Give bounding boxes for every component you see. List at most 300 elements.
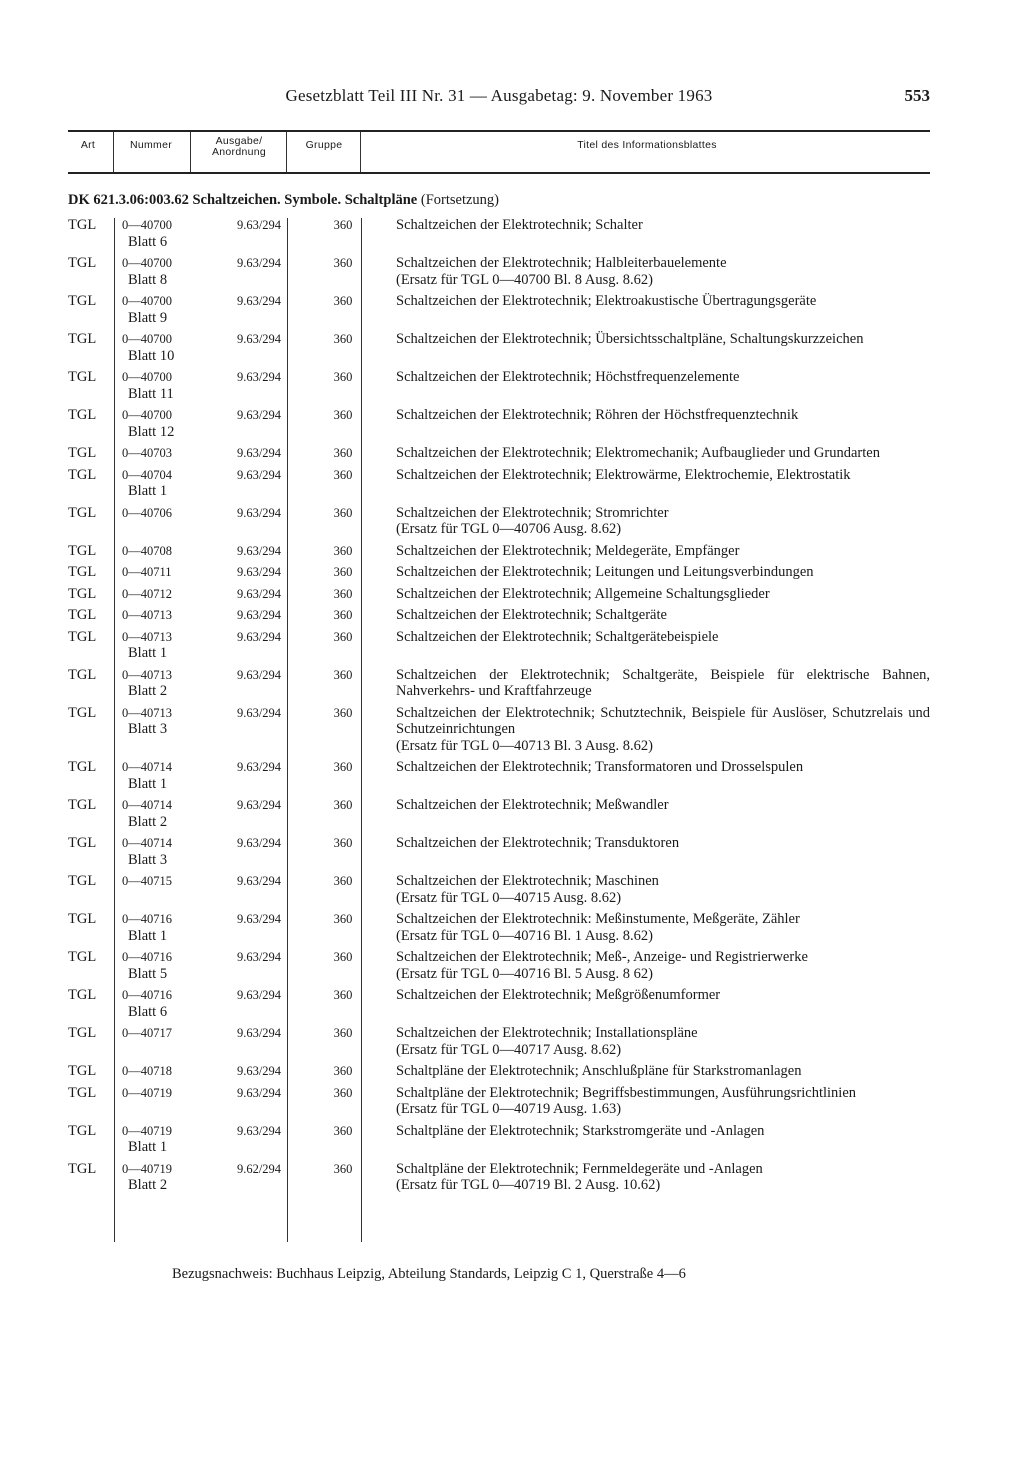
ausgabe-text: 9.63/294: [236, 1026, 282, 1040]
cell-art: [68, 465, 116, 503]
cell-gruppe: [306, 1159, 380, 1197]
nummer-text: 0—40713: [122, 608, 172, 622]
cell-art: [68, 503, 116, 541]
cell-ausgabe: [212, 329, 306, 367]
art-text: TGL: [68, 564, 97, 580]
cell-art: [68, 627, 116, 665]
cell-ausgabe: [212, 1061, 306, 1083]
column-header-ausgabe-line2: Anordnung: [211, 146, 267, 158]
blatt-text: Blatt 12: [128, 423, 175, 440]
cell-ausgabe: [212, 1023, 306, 1061]
cell-gruppe: [306, 215, 380, 253]
cell-nummer: [116, 605, 212, 627]
gruppe-text: 360: [333, 874, 353, 888]
blatt-text: Blatt 2: [128, 683, 168, 699]
titel-text: Schaltzeichen der Elektrotechnik; Transformatoren und Drosselspulen: [396, 759, 804, 775]
section-suffix: (Fortsetzung): [420, 192, 499, 208]
nummer-text: 0—40713: [122, 629, 172, 644]
cell-art: [68, 562, 116, 584]
titel-text: Schaltzeichen der Elektrotechnik; Elektroakustische Übertragungsgeräte: [396, 293, 817, 309]
section-heading: [68, 192, 499, 209]
table-row: [68, 253, 930, 291]
cell-art: [68, 1159, 116, 1197]
nummer-text: 0—40700: [122, 332, 172, 346]
titel-text: Schaltzeichen der Elektrotechnik: Meßinstumente, Meßgeräte, Zähler: [396, 911, 800, 927]
nummer-text: 0—40700: [122, 370, 172, 384]
gruppe-text: 360: [333, 667, 353, 682]
cell-nummer: [116, 253, 212, 291]
art-text: TGL: [68, 987, 97, 1003]
cell-gruppe: [306, 584, 380, 606]
titel-text: Schaltzeichen der Elektrotechnik; Schutztechnik, Beispiele für Auslöser, Schutzrelais und Schutzeinrichtungen: [396, 704, 930, 737]
cell-nummer: [116, 1061, 212, 1083]
cell-nummer: [116, 985, 212, 1023]
cell-nummer: [116, 405, 212, 443]
cell-titel: [380, 627, 930, 665]
cell-gruppe: [306, 1121, 380, 1159]
header-separator: [113, 132, 114, 172]
cell-ausgabe: [212, 703, 306, 758]
art-text: TGL: [68, 466, 97, 483]
cell-titel: [380, 367, 930, 405]
cell-titel: [380, 1023, 930, 1061]
nummer-text: 0—40706: [122, 505, 172, 520]
gruppe-text: 360: [333, 467, 353, 482]
table-row: [68, 947, 930, 985]
column-header-gruppe: Gruppe: [305, 139, 343, 151]
cell-titel: [380, 541, 930, 563]
cell-titel: [380, 665, 930, 703]
cell-nummer: [116, 541, 212, 563]
gruppe-text: 360: [333, 256, 353, 270]
cell-art: [68, 909, 116, 947]
ersatz-note: (Ersatz für TGL 0—40716 Bl. 5 Ausg. 8 62): [396, 965, 653, 982]
titel-text: Schaltzeichen der Elektrotechnik; Schalter: [396, 217, 643, 233]
ausgabe-text: 9.63/294: [236, 446, 282, 460]
ausgabe-text: 9.63/294: [236, 408, 282, 422]
art-text: TGL: [68, 666, 97, 683]
cell-titel: [380, 503, 930, 541]
table-row: [68, 562, 930, 584]
cell-ausgabe: [212, 605, 306, 627]
table-row: [68, 329, 930, 367]
nummer-text: 0—40716: [122, 988, 172, 1002]
ausgabe-text: 9.63/294: [236, 370, 282, 384]
cell-nummer: [116, 1023, 212, 1061]
nummer-text: 0—40708: [122, 543, 172, 558]
ausgabe-text: 9.63/294: [236, 798, 282, 812]
cell-gruppe: [306, 909, 380, 947]
ausgabe-text: 9.63/294: [236, 1085, 282, 1100]
gruppe-text: 360: [333, 629, 353, 644]
cell-titel: [380, 871, 930, 909]
cell-gruppe: [306, 833, 380, 871]
ausgabe-text: 9.63/294: [236, 988, 282, 1002]
ersatz-note: (Ersatz für TGL 0—40719 Ausg. 1.63): [396, 1101, 622, 1117]
blatt-text: Blatt 2: [128, 813, 168, 830]
standards-table-body: [68, 215, 930, 1197]
cell-titel: [380, 291, 930, 329]
cell-art: [68, 253, 116, 291]
ausgabe-text: 9.63/294: [236, 1064, 282, 1078]
ausgabe-text: 9.63/294: [236, 332, 282, 346]
cell-ausgabe: [212, 1083, 306, 1121]
table-row: [68, 871, 930, 909]
blatt-text: Blatt 5: [128, 965, 168, 982]
cell-ausgabe: [212, 562, 306, 584]
nummer-text: 0—40703: [122, 446, 172, 460]
ausgabe-text: 9.63/294: [236, 705, 282, 720]
art-text: TGL: [68, 1025, 97, 1041]
cell-nummer: [116, 1083, 212, 1121]
cell-nummer: [116, 367, 212, 405]
cell-ausgabe: [212, 1121, 306, 1159]
header-separator: [360, 132, 361, 172]
nummer-text: 0—40716: [122, 912, 172, 926]
column-header-ausgabe-line1: Ausgabe/: [215, 135, 263, 147]
cell-titel: [380, 1159, 930, 1197]
header-separator: [190, 132, 191, 172]
ausgabe-text: 9.63/294: [236, 950, 282, 964]
nummer-text: 0—40719: [122, 1123, 172, 1138]
gruppe-text: 360: [333, 836, 353, 850]
cell-art: [68, 985, 116, 1023]
cell-nummer: [116, 909, 212, 947]
gruppe-text: 360: [333, 1085, 353, 1100]
gruppe-text: 360: [333, 586, 353, 601]
art-text: TGL: [68, 369, 97, 385]
cell-art: [68, 329, 116, 367]
table-row: [68, 1159, 930, 1197]
cell-gruppe: [306, 443, 380, 465]
art-text: TGL: [68, 949, 97, 965]
table-row: [68, 291, 930, 329]
titel-text: Schaltzeichen der Elektrotechnik; Meldegeräte, Empfänger: [396, 542, 740, 559]
gruppe-text: 360: [333, 760, 353, 774]
gruppe-text: 360: [333, 798, 353, 812]
titel-text: Schaltzeichen der Elektrotechnik; Höchstfrequenzelemente: [396, 369, 740, 385]
ausgabe-text: 9.63/294: [236, 874, 282, 888]
nummer-text: 0—40714: [122, 798, 172, 812]
gruppe-text: 360: [333, 332, 353, 346]
nummer-text: 0—40713: [122, 705, 172, 720]
nummer-text: 0—40712: [122, 586, 172, 601]
ausgabe-text: 9.63/294: [236, 218, 282, 232]
cell-nummer: [116, 291, 212, 329]
nummer-text: 0—40718: [122, 1064, 172, 1078]
cell-art: [68, 541, 116, 563]
table-row: [68, 1121, 930, 1159]
cell-art: [68, 833, 116, 871]
art-text: TGL: [68, 293, 97, 309]
gruppe-text: 360: [333, 408, 353, 422]
table-row: [68, 985, 930, 1023]
cell-titel: [380, 947, 930, 985]
blatt-text: Blatt 8: [128, 271, 168, 288]
cell-titel: [380, 253, 930, 291]
blatt-text: Blatt 6: [128, 1003, 168, 1020]
cell-ausgabe: [212, 584, 306, 606]
art-text: TGL: [68, 331, 97, 347]
cell-titel: [380, 329, 930, 367]
titel-text: Schaltzeichen der Elektrotechnik; Maschinen: [396, 873, 659, 889]
cell-titel: [380, 562, 930, 584]
gruppe-text: 360: [333, 1123, 353, 1138]
column-header-art: Art: [80, 139, 96, 151]
cell-titel: [380, 605, 930, 627]
table-row: [68, 1083, 930, 1121]
blatt-text: Blatt 1: [128, 775, 168, 792]
art-text: TGL: [68, 759, 97, 775]
art-text: TGL: [68, 628, 97, 645]
cell-gruppe: [306, 627, 380, 665]
cell-ausgabe: [212, 215, 306, 253]
cell-gruppe: [306, 1023, 380, 1061]
titel-text: Schaltzeichen der Elektrotechnik; Halbleiterbauelemente: [396, 255, 727, 271]
cell-art: [68, 1061, 116, 1083]
nummer-text: 0—40719: [122, 1161, 172, 1176]
art-text: TGL: [68, 873, 97, 889]
cell-nummer: [116, 562, 212, 584]
cell-ausgabe: [212, 909, 306, 947]
cell-ausgabe: [212, 871, 306, 909]
blatt-text: Blatt 1: [128, 483, 168, 499]
cell-titel: [380, 1083, 930, 1121]
ausgabe-text: 9.63/294: [236, 912, 282, 926]
ausgabe-text: 9.63/294: [236, 543, 282, 558]
titel-text: Schaltzeichen der Elektrotechnik; Meßgrößenumformer: [396, 987, 721, 1003]
cell-ausgabe: [212, 795, 306, 833]
ersatz-note: (Ersatz für TGL 0—40706 Ausg. 8.62): [396, 521, 622, 537]
ausgabe-text: 9.63/294: [236, 629, 282, 644]
titel-text: Schaltzeichen der Elektrotechnik; Transduktoren: [396, 835, 680, 851]
titel-text: Schaltzeichen der Elektrotechnik; Schaltgerätebeispiele: [396, 628, 719, 645]
cell-nummer: [116, 503, 212, 541]
section-code: DK 621.3.06:003.62: [68, 192, 189, 208]
titel-text: Schaltpläne der Elektrotechnik; Fernmeldegeräte und -Anlagen: [396, 1160, 763, 1177]
cell-art: [68, 443, 116, 465]
blatt-text: Blatt 10: [128, 347, 175, 364]
gruppe-text: 360: [333, 1064, 353, 1078]
cell-nummer: [116, 329, 212, 367]
art-text: TGL: [68, 835, 97, 851]
ausgabe-text: 9.63/294: [236, 608, 282, 622]
art-text: TGL: [68, 1084, 97, 1101]
table-row: [68, 1023, 930, 1061]
ausgabe-text: 9.63/294: [236, 1123, 282, 1138]
cell-ausgabe: [212, 465, 306, 503]
nummer-text: 0—40717: [122, 1026, 172, 1040]
page-header: [68, 86, 930, 112]
cell-gruppe: [306, 405, 380, 443]
cell-gruppe: [306, 367, 380, 405]
cell-gruppe: [306, 985, 380, 1023]
cell-ausgabe: [212, 1159, 306, 1197]
cell-art: [68, 1121, 116, 1159]
table-row: [68, 1061, 930, 1083]
cell-art: [68, 584, 116, 606]
cell-nummer: [116, 215, 212, 253]
nummer-text: 0—40719: [122, 1085, 172, 1100]
table-row: [68, 367, 930, 405]
cell-art: [68, 291, 116, 329]
cell-art: [68, 405, 116, 443]
nummer-text: 0—40700: [122, 294, 172, 308]
cell-ausgabe: [212, 757, 306, 795]
blatt-text: Blatt 1: [128, 1139, 168, 1155]
nummer-text: 0—40714: [122, 760, 172, 774]
ausgabe-text: 9.63/294: [236, 505, 282, 520]
blatt-text: Blatt 9: [128, 309, 168, 326]
cell-gruppe: [306, 503, 380, 541]
nummer-text: 0—40716: [122, 950, 172, 964]
ersatz-note: (Ersatz für TGL 0—40700 Bl. 8 Ausg. 8.62): [396, 271, 653, 288]
cell-gruppe: [306, 871, 380, 909]
gruppe-text: 360: [333, 912, 353, 926]
cell-art: [68, 871, 116, 909]
blatt-text: Blatt 3: [128, 851, 168, 868]
cell-gruppe: [306, 757, 380, 795]
cell-gruppe: [306, 541, 380, 563]
cell-ausgabe: [212, 503, 306, 541]
cell-gruppe: [306, 665, 380, 703]
nummer-text: 0—40700: [122, 218, 172, 232]
titel-text: Schaltzeichen der Elektrotechnik; Elektromechanik; Aufbauglieder und Grundarten: [396, 445, 880, 461]
table-row: [68, 665, 930, 703]
gruppe-text: 360: [333, 705, 353, 720]
nummer-text: 0—40714: [122, 836, 172, 850]
cell-art: [68, 795, 116, 833]
art-text: TGL: [68, 911, 97, 927]
cell-art: [68, 605, 116, 627]
gruppe-text: 360: [333, 218, 353, 232]
titel-text: Schaltzeichen der Elektrotechnik; Röhren der Höchstfrequenztechnik: [396, 407, 799, 423]
ausgabe-text: 9.62/294: [236, 1161, 282, 1176]
ausgabe-text: 9.63/294: [236, 586, 282, 601]
cell-gruppe: [306, 795, 380, 833]
cell-titel: [380, 584, 930, 606]
titel-text: Schaltzeichen der Elektrotechnik; Meß-, Anzeige- und Registrierwerke: [396, 949, 808, 965]
cell-titel: [380, 985, 930, 1023]
gruppe-text: 360: [333, 543, 353, 558]
titel-text: Schaltpläne der Elektrotechnik; Anschlußpläne für Starkstromanlagen: [396, 1063, 802, 1079]
ersatz-note: (Ersatz für TGL 0—40716 Bl. 1 Ausg. 8.62): [396, 927, 653, 944]
cell-nummer: [116, 584, 212, 606]
gruppe-text: 360: [333, 1161, 353, 1176]
table-row: [68, 909, 930, 947]
titel-text: Schaltzeichen der Elektrotechnik; Elektrowärme, Elektrochemie, Elektrostatik: [396, 466, 851, 483]
art-text: TGL: [68, 797, 97, 813]
titel-text: Schaltzeichen der Elektrotechnik; Meßwandler: [396, 797, 669, 813]
table-row: [68, 503, 930, 541]
cell-gruppe: [306, 947, 380, 985]
titel-text: Schaltpläne der Elektrotechnik; Starkstromgeräte und -Anlagen: [396, 1122, 765, 1139]
cell-art: [68, 703, 116, 758]
cell-titel: [380, 795, 930, 833]
nummer-text: 0—40704: [122, 467, 172, 482]
table-row: [68, 443, 930, 465]
cell-gruppe: [306, 329, 380, 367]
titel-text: Schaltzeichen der Elektrotechnik; Übersichtsschaltpläne, Schaltungskurzzeichen: [396, 331, 864, 347]
cell-titel: [380, 405, 930, 443]
table-row: [68, 541, 930, 563]
page-number: 553: [904, 86, 930, 105]
art-text: TGL: [68, 1160, 97, 1177]
titel-text: Schaltpläne der Elektrotechnik; Begriffsbestimmungen, Ausführungsrichtlinien: [396, 1084, 857, 1101]
gruppe-text: 360: [333, 505, 353, 520]
cell-nummer: [116, 703, 212, 758]
column-header-titel: Titel des Informationsblattes: [577, 139, 717, 151]
cell-gruppe: [306, 291, 380, 329]
cell-nummer: [116, 1121, 212, 1159]
cell-art: [68, 367, 116, 405]
table-row: [68, 405, 930, 443]
nummer-text: 0—40715: [122, 874, 172, 888]
cell-titel: [380, 1121, 930, 1159]
nummer-text: 0—40700: [122, 256, 172, 270]
cell-gruppe: [306, 1061, 380, 1083]
blatt-text: Blatt 6: [128, 233, 168, 250]
cell-ausgabe: [212, 443, 306, 465]
cell-nummer: [116, 627, 212, 665]
art-text: TGL: [68, 407, 97, 423]
blatt-text: Blatt 3: [128, 721, 168, 737]
table-row: [68, 605, 930, 627]
blatt-text: Blatt 11: [128, 385, 174, 402]
ausgabe-text: 9.63/294: [236, 294, 282, 308]
table-top-rule: [68, 130, 930, 132]
section-title: Schaltzeichen. Symbole. Schaltpläne: [192, 192, 418, 208]
cell-gruppe: [306, 1083, 380, 1121]
standards-table: [68, 215, 930, 1197]
titel-text: Schaltzeichen der Elektrotechnik; Leitungen und Leitungsverbindungen: [396, 564, 814, 580]
art-text: TGL: [68, 255, 97, 271]
cell-ausgabe: [212, 541, 306, 563]
cell-nummer: [116, 665, 212, 703]
cell-titel: [380, 833, 930, 871]
table-row: [68, 627, 930, 665]
table-row: [68, 757, 930, 795]
cell-ausgabe: [212, 405, 306, 443]
cell-nummer: [116, 871, 212, 909]
cell-ausgabe: [212, 627, 306, 665]
ersatz-note: (Ersatz für TGL 0—40717 Ausg. 8.62): [396, 1041, 622, 1058]
ausgabe-text: 9.63/294: [236, 760, 282, 774]
nummer-text: 0—40700: [122, 408, 172, 422]
header-separator: [286, 132, 287, 172]
cell-nummer: [116, 443, 212, 465]
table-row: [68, 465, 930, 503]
footer-reference: Bezugsnachweis: Buchhaus Leipzig, Abteilung Standards, Leipzig C 1, Querstraße 4—6: [172, 1266, 686, 1282]
cell-gruppe: [306, 562, 380, 584]
cell-ausgabe: [212, 833, 306, 871]
art-text: TGL: [68, 704, 97, 721]
cell-nummer: [116, 947, 212, 985]
ersatz-note: (Ersatz für TGL 0—40713 Bl. 3 Ausg. 8.62): [396, 737, 653, 754]
table-row: [68, 795, 930, 833]
blatt-text: Blatt 1: [128, 645, 168, 661]
gruppe-text: 360: [333, 950, 353, 964]
cell-art: [68, 1023, 116, 1061]
table-header-bottom-rule: [68, 172, 930, 174]
art-text: TGL: [68, 445, 97, 461]
cell-titel: [380, 1061, 930, 1083]
cell-gruppe: [306, 703, 380, 758]
gruppe-text: 360: [333, 1026, 353, 1040]
blatt-text: Blatt 1: [128, 927, 168, 944]
cell-art: [68, 757, 116, 795]
art-text: TGL: [68, 1063, 97, 1079]
